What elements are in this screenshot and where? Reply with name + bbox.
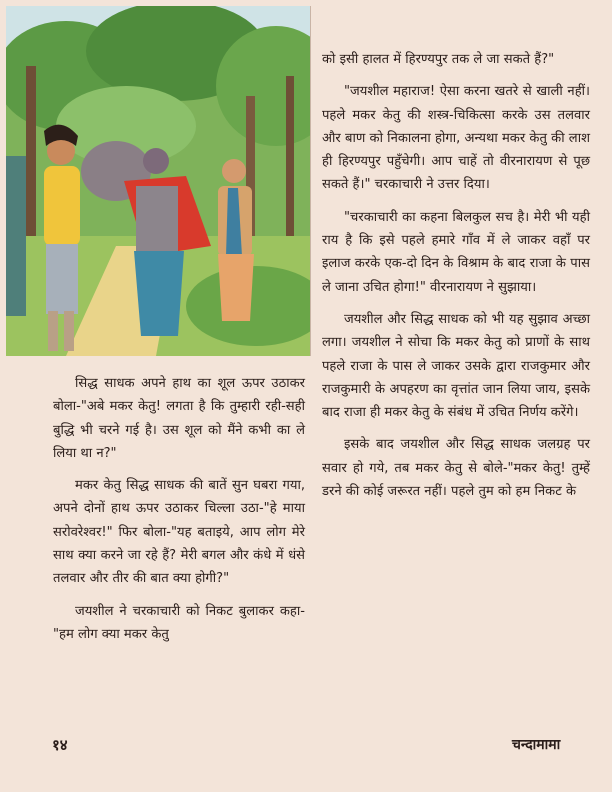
paragraph: इसके बाद जयशील और सिद्ध साधक जलग्रह पर सवार हो गये, तब मकर केतु से बोले-"मकर केतु! तुम्हें डरने की कोई जरूरत नहीं। पहले तुम को हम निकट के: [322, 437, 590, 500]
page-number: १४: [52, 736, 68, 754]
magazine-title: चन्दामामा: [512, 737, 561, 753]
paragraph: सिद्ध साधक अपने हाथ का शूल ऊपर उठाकर बोला-"अबे मकर केतु! लगता है कि तुम्हारी रही-सही बुद्धि भी चरने गई है। उस शूल को मैंने कभी का ले लिया था न?": [53, 376, 305, 461]
right-text-column: [322, 48, 590, 512]
paragraph: "जयशील महाराज! ऐसा करना खतरे से खाली नहीं। पहले मकर केतु की शस्त्र-चिकित्सा करके उस तलवार और बाण को निकालना होगा, अन्यथा मकर केतु की लाश ही हिरण्यपुर पहुँचेगी। आप चाहें तो वीरनारायण से पूछ सकते हैं।" चरकाचारी ने उत्तर दिया।: [322, 84, 590, 193]
story-illustration: [6, 6, 311, 356]
paragraph: मकर केतु सिद्ध साधक की बातें सुन घबरा गया, अपने दोनों हाथ ऊपर उठाकर चिल्ला उठा-"हे माया सरोवरेश्वर!" फिर बोला-"यह बताइये, आप लोग मेरे साथ क्या करने जा रहे हैं? मेरी बगल और कंधे में धंसे तलवार और तीर की बात क्या होगी?": [53, 478, 305, 587]
paragraph: जयशील और सिद्ध साधक को भी यह सुझाव अच्छा लगा। जयशील ने सोचा कि मकर केतु को प्राणों के साथ पहले राजा के पास ले जाकर उसके द्वारा राजकुमार और राजकुमारी के अपहरण का वृत्तांत जान लिया जाय, इसके बाद राजा ही मकर केतु के संबंध में उचित निर्णय करेंगे।: [322, 311, 590, 421]
forest-scene-illustration: [6, 6, 310, 356]
paragraph: को इसी हालत में हिरण्यपुर तक ले जा सकते हैं?": [322, 52, 555, 67]
paragraph: "चरकाचारी का कहना बिलकुल सच है। मेरी भी यही राय है कि इसे पहले हमारे गाँव में ले जाकर वहाँ पर इलाज करके एक-दो दिन के विश्राम के बाद राजा के पास ले जाना उचित होगा!" वीरनारायण ने सुझाया।: [322, 209, 590, 295]
left-text-column: [53, 372, 305, 655]
paragraph: जयशील ने चरकाचारी को निकट बुलाकर कहा-"हम लोग क्या मकर केतु: [53, 603, 305, 642]
